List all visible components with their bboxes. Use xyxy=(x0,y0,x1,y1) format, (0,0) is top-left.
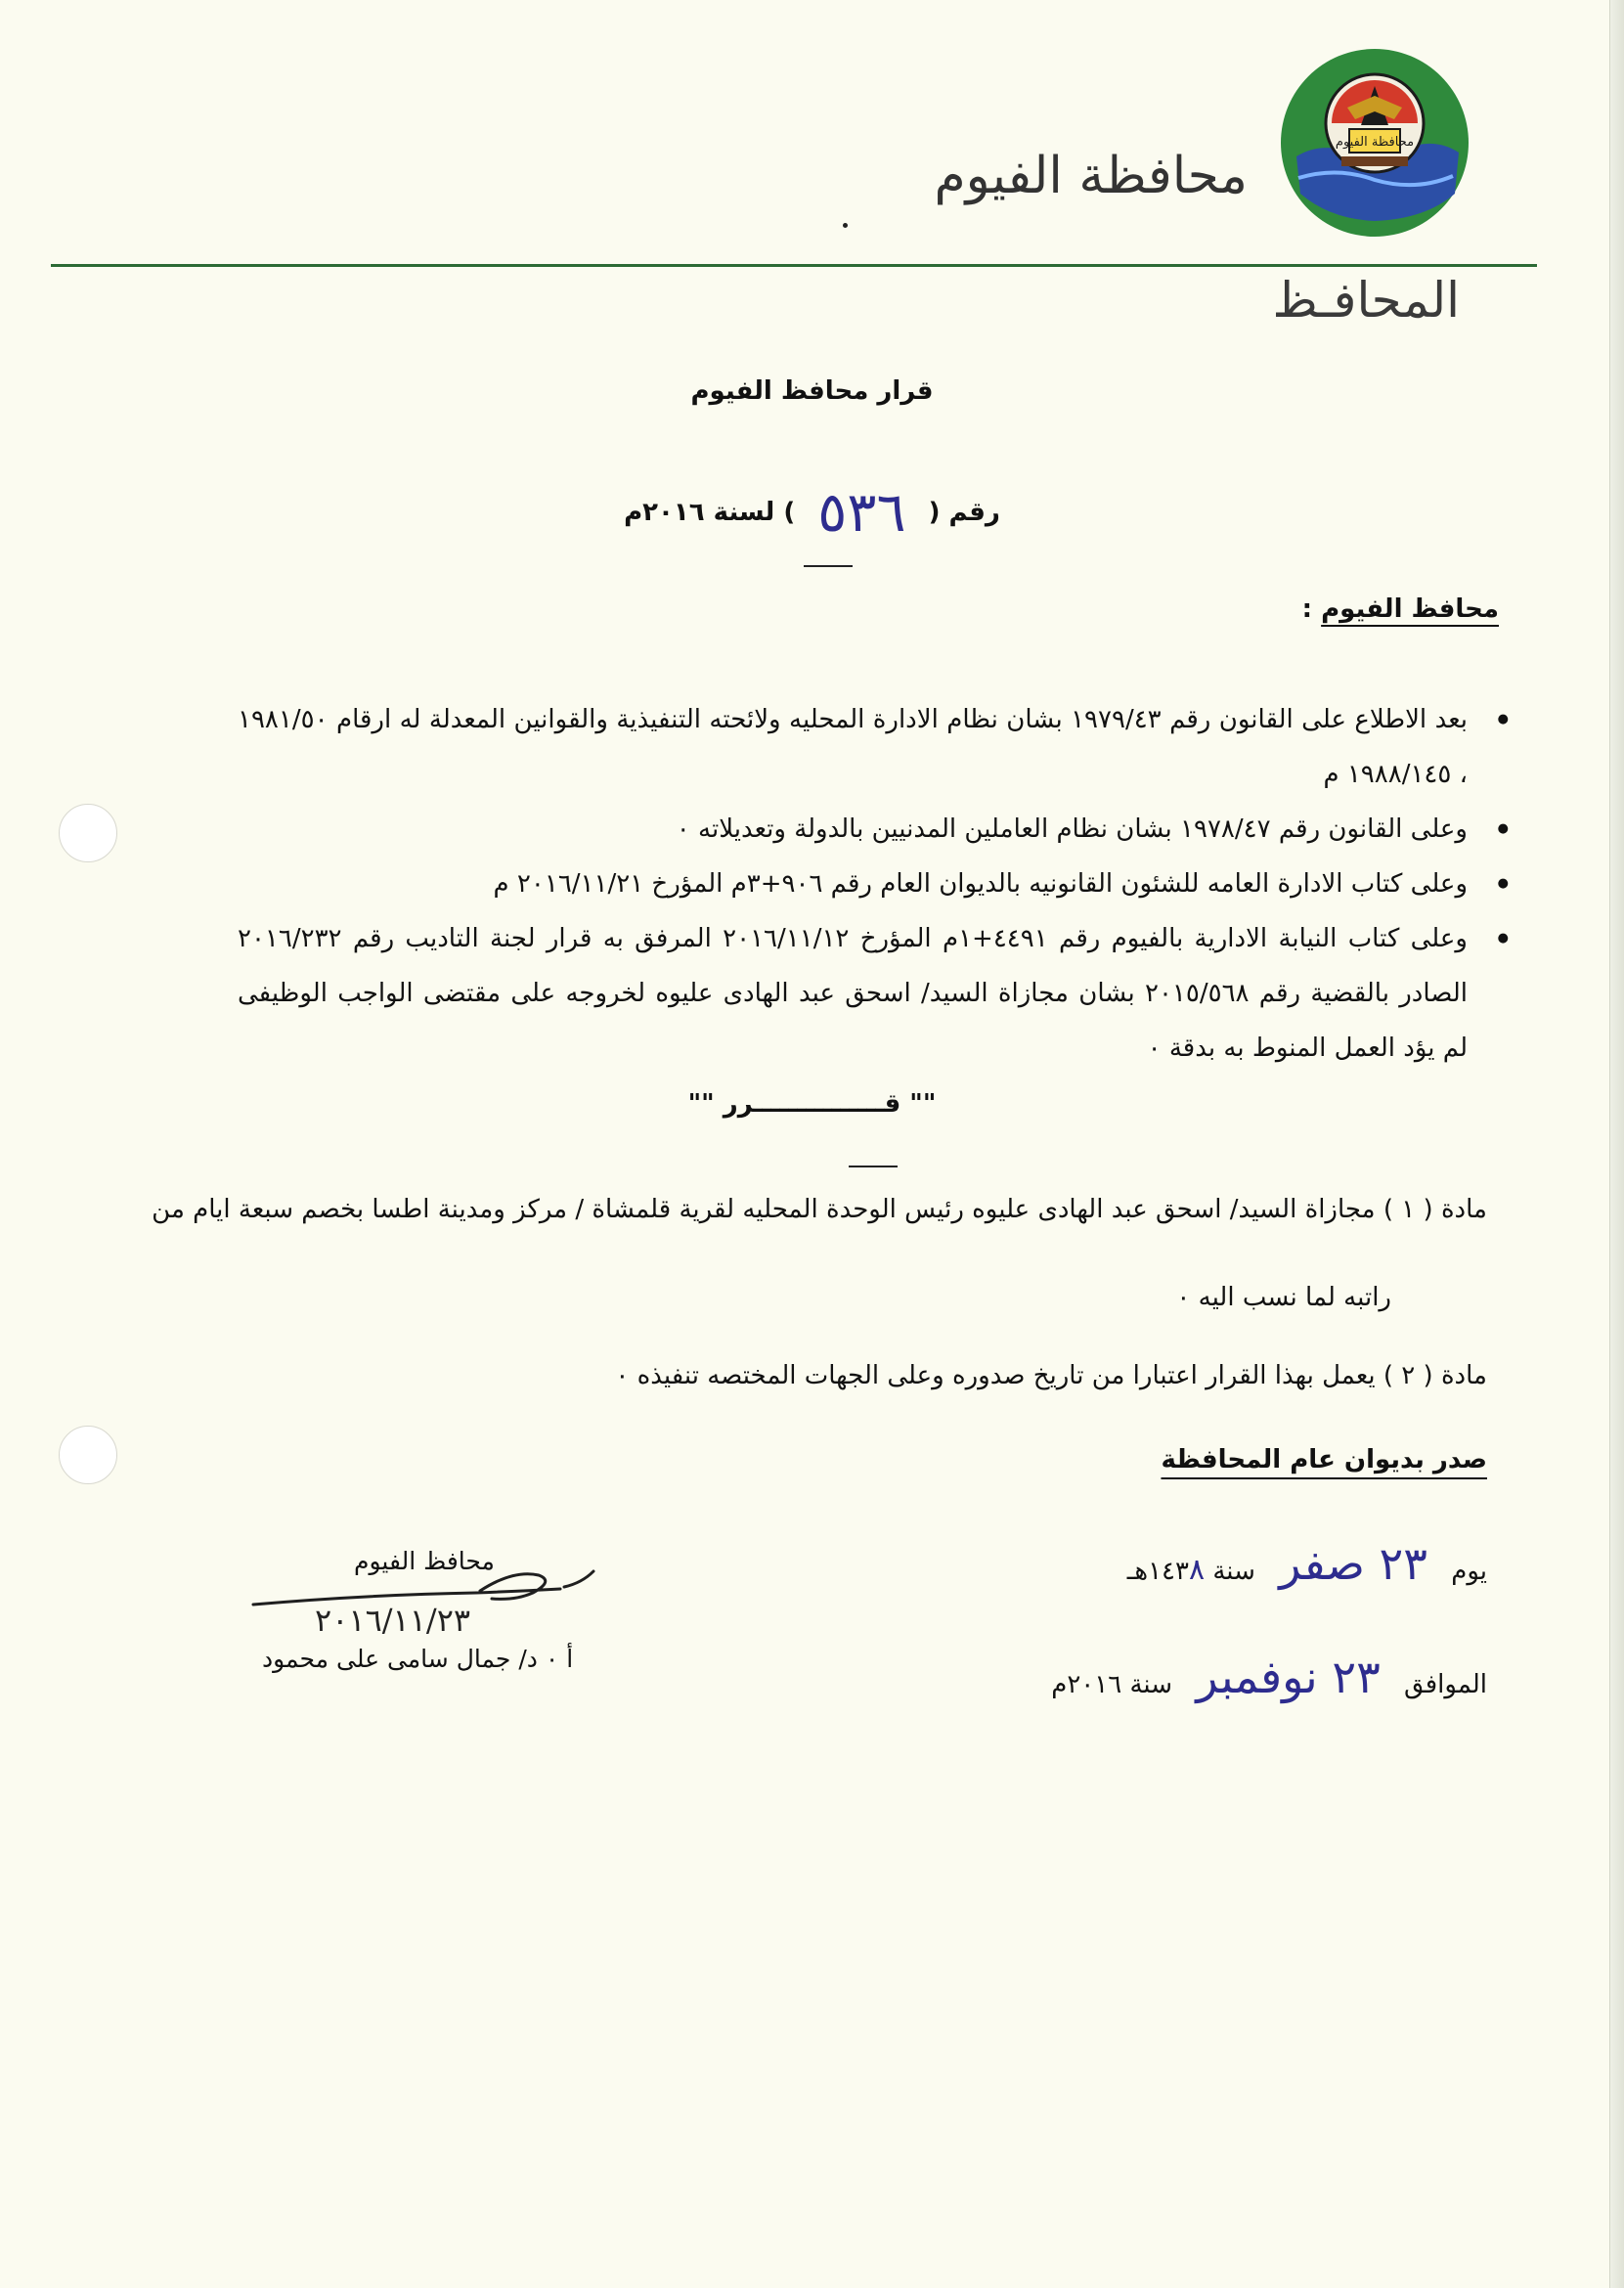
office-title: المحافـظ xyxy=(1272,272,1460,329)
article-1-continuation: راتبه لما نسب اليه ٠ xyxy=(1176,1283,1391,1312)
header-divider xyxy=(51,264,1537,267)
governor-label xyxy=(1302,594,1499,624)
governor-label-text: محافظ الفيوم xyxy=(1321,594,1499,624)
gregorian-label: الموافق xyxy=(1404,1670,1487,1699)
preamble-list xyxy=(238,692,1509,1076)
gregorian-date xyxy=(1051,1650,1487,1703)
hijri-year-handwritten: ٨ xyxy=(1188,1553,1206,1587)
signature-title: محافظ الفيوم xyxy=(354,1547,495,1575)
issued-at xyxy=(1161,1445,1487,1474)
speck xyxy=(843,223,848,228)
decree-number-handwritten: ٥٣٦ xyxy=(817,481,906,545)
decided-heading: "" قـــــــــــــــرر "" xyxy=(687,1089,937,1119)
preamble-item: ● وعلى القانون رقم ١٩٧٨/٤٧ بشان نظام العاملين المدنيين بالدولة وتعديلاته ٠ xyxy=(238,802,1509,857)
decree-title: قرار محافظ الفيوم xyxy=(690,376,934,406)
page-edge xyxy=(1609,0,1624,2288)
hijri-year-label: سنة ١٤٣ xyxy=(1148,1557,1255,1586)
article-1: مادة ( ١ ) مجازاة السيد/ اسحق عبد الهادى عليوه رئيس الوحدة المحليه لقرية قلمشاة / مركز ومدينة اطسا بخصم سبعة ايام من xyxy=(152,1195,1487,1224)
separator xyxy=(804,565,853,567)
decree-number-suffix: ) لسنة ٢٠١٦م xyxy=(624,498,796,527)
issued-at-text: صدر بديوان عام المحافظة xyxy=(1161,1445,1487,1474)
preamble-item: ● بعد الاطلاع على القانون رقم ١٩٧٩/٤٣ بشان نظام الادارة المحليه ولائحته التنفيذية والقوانين المعدلة له ارقام ١٩٨١/٥٠ ، ١٩٨٨/١٤٥ م xyxy=(238,692,1509,802)
article-2: مادة ( ٢ ) يعمل بهذا القرار اعتبارا من تاريخ صدوره وعلى الجهات المختصه تنفيذه ٠ xyxy=(615,1361,1487,1390)
punch-hole xyxy=(59,804,117,862)
hijri-year-suffix: هـ xyxy=(1126,1557,1149,1586)
punch-hole xyxy=(59,1426,117,1484)
governorate-name: محافظة الفيوم xyxy=(934,147,1248,205)
governor-label-colon: : xyxy=(1301,594,1322,624)
hijri-date xyxy=(1127,1537,1487,1590)
decree-number-line xyxy=(0,481,1624,545)
preamble-item: ● وعلى كتاب النيابة الادارية بالفيوم رقم ٤٤٩١+١م المؤرخ ٢٠١٦/١١/١٢ المرفق به قرار لجنة التاديب رقم ٢٠١٦/٢٣٢ الصادر بالقضية رقم ٢٠١٥/٥٦٨ بشان مجازاة السيد/ اسحق عبد الهادى عليوه لخروجه على مقتضى الواجب الوظيفى لم يؤد العمل المنوط به بدقة ٠ xyxy=(238,911,1509,1076)
preamble-item: ● وعلى كتاب الادارة العامه للشئون القانونيه بالديوان العام رقم ٩٠٦+٣م المؤرخ ٢٠١٦/١١/٢١ م xyxy=(238,857,1509,911)
hijri-date-handwritten: ٢٣ صفر xyxy=(1279,1537,1427,1590)
decree-number-prefix: رقم ( xyxy=(928,498,1000,527)
gregorian-year-label: سنة ٢٠١٦م xyxy=(1051,1670,1173,1699)
gregorian-date-handwritten: ٢٣ نوفمبر xyxy=(1196,1650,1381,1703)
signatory-name: أ ٠ د/ جمال سامى على محمود xyxy=(262,1645,574,1673)
signature-date: ٢٠١٦/١١/٢٣ xyxy=(315,1602,471,1639)
governorate-logo xyxy=(1279,47,1470,239)
separator xyxy=(849,1166,898,1167)
logo-lettering xyxy=(1336,135,1414,150)
hijri-day-label: يوم xyxy=(1451,1557,1487,1586)
svg-text:محافظة الفيوم: محافظة الفيوم xyxy=(1335,135,1415,150)
